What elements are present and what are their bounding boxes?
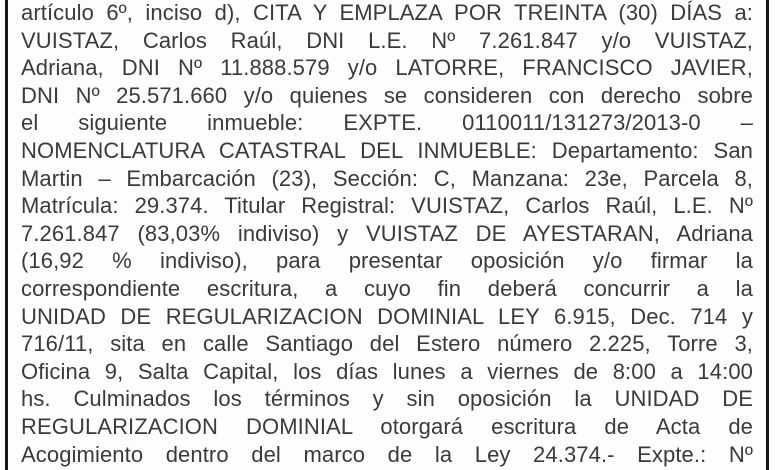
notice-line: Matrícula: 29.374. Titular Registral: VUISTAZ, Carlos Raúl, L.E. Nº <box>21 193 753 219</box>
notice-line: UNIDAD DE REGULARIZACION DOMINIAL LEY 6.915, Dec. 714 y <box>21 303 753 329</box>
notice-line: Adriana, DNI Nº 11.888.579 y/o LATORRE, FRANCISCO JAVIER, <box>21 55 753 81</box>
notice-line: (16,92 % indiviso), para presentar oposición y/o firmar la <box>21 248 753 274</box>
notice-line: 716/11, sita en calle Santiago del Estero número 2.225, Torre 3, <box>21 331 753 357</box>
notice-line: correspondiente escritura, a cuyo fin deberá concurrir a la <box>21 275 753 301</box>
notice-line: artículo 6º, inciso d), CITA Y EMPLAZA POR TREINTA (30) DÍAS a: <box>21 0 753 25</box>
notice-line: el siguiente inmueble: EXPTE. 0110011/131273/2013-0 – <box>21 110 753 136</box>
legal-notice-text <box>21 0 753 468</box>
notice-line: VUISTAZ, Carlos Raúl, DNI L.E. Nº 7.261.847 y/o VUISTAZ, <box>21 27 753 53</box>
notice-line: Oficina 9, Salta Capital, los días lunes a viernes de 8:00 a 14:00 <box>21 358 753 384</box>
notice-line: DNI Nº 25.571.660 y/o quienes se consideren con derecho sobre <box>21 82 753 108</box>
notice-line: REGULARIZACION DOMINIAL otorgará escritura de Acta de <box>21 413 753 439</box>
legal-notice-document <box>5 0 769 470</box>
notice-line: Acogimiento dentro del marco de la Ley 24.374.- Expte.: Nº <box>21 441 753 467</box>
notice-line: hs. Culminados los términos y sin oposición la UNIDAD DE <box>21 386 753 412</box>
notice-line: NOMENCLATURA CATASTRAL DEL INMUEBLE: Departamento: San <box>21 137 753 163</box>
notice-line: 7.261.847 (83,03% indiviso) y VUISTAZ DE AYESTARAN, Adriana <box>21 220 753 246</box>
notice-line: Martin – Embarcación (23), Sección: C, Manzana: 23e, Parcela 8, <box>21 165 753 191</box>
